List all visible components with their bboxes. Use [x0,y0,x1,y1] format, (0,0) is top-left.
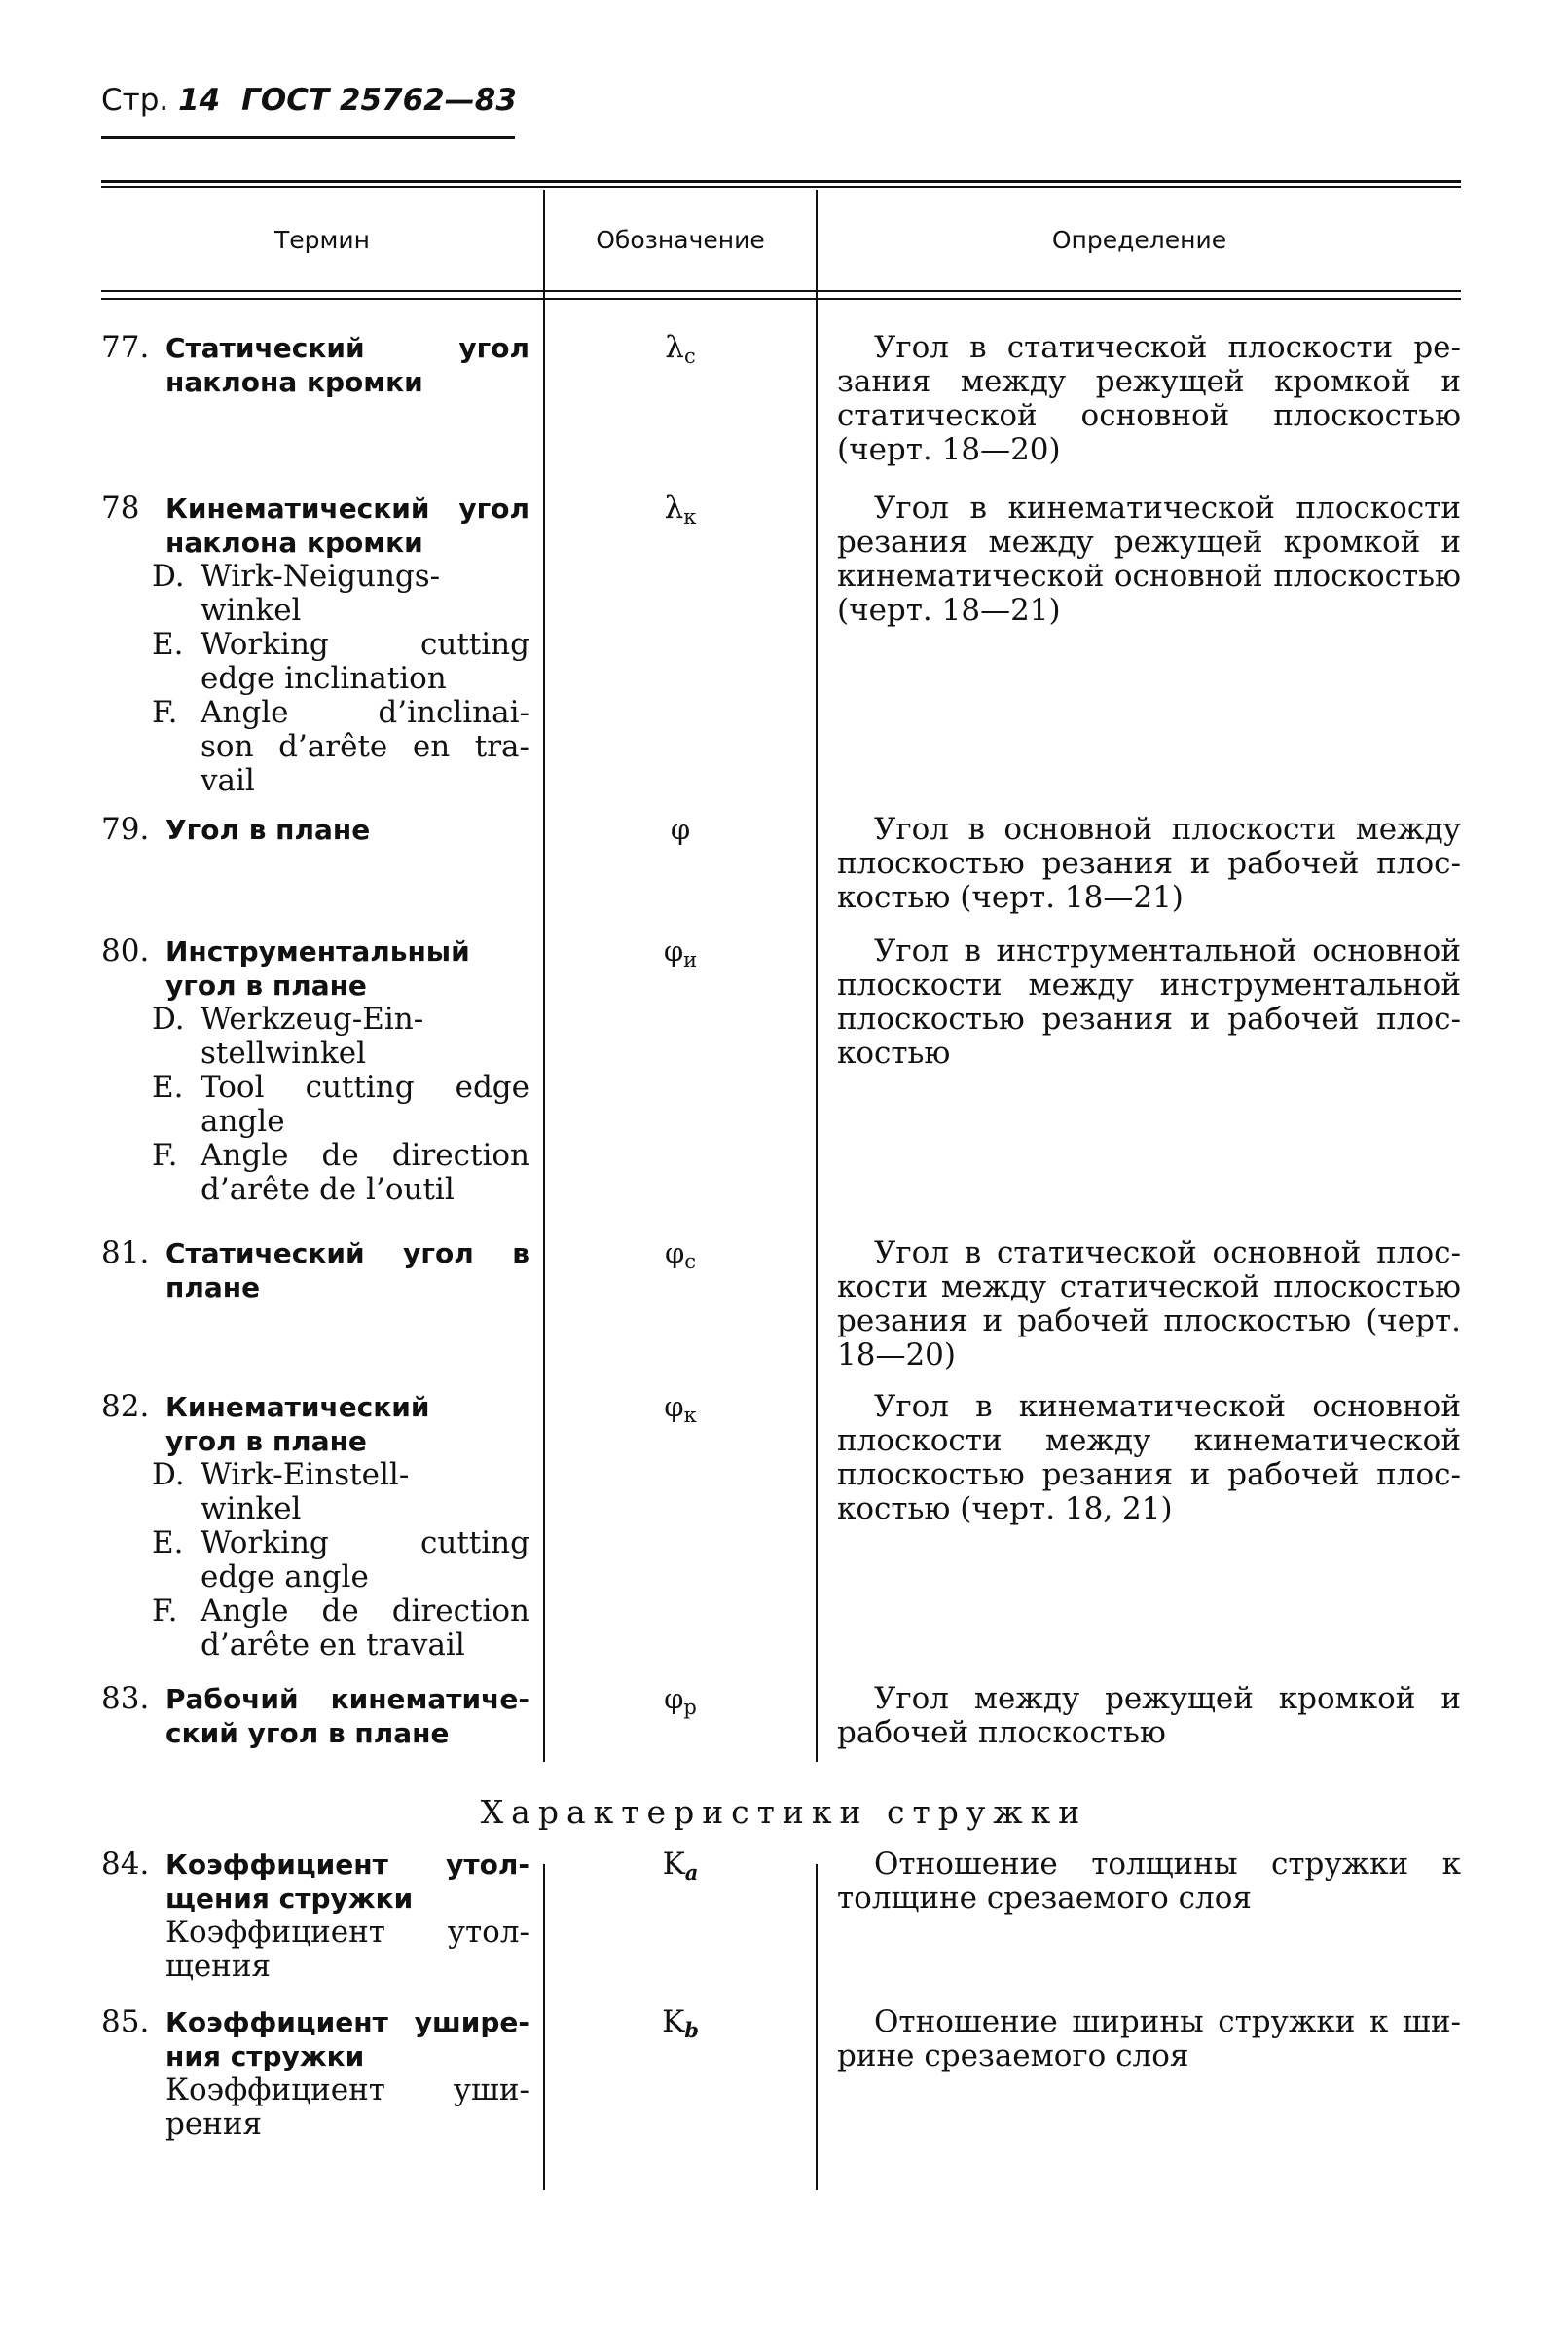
translation-text: winkel [201,593,302,628]
term-number: 78 [101,491,140,526]
translation-text: Angle de direction [201,1593,529,1629]
term-line [101,1270,529,1304]
term-synonym-text: щения [165,1949,272,1984]
translation-text: Working cutting [201,627,529,662]
definition-line: резания и рабочей плоскостью (черт. [837,1303,1461,1338]
term-translation [101,1629,529,1663]
term-translation [101,1492,529,1526]
term-line [101,1236,529,1270]
symbol-subscript: b [684,2018,699,2042]
page-label: Стр. [101,83,169,118]
term-line [101,526,529,560]
term-line [101,365,529,399]
term-synonym [101,2073,529,2107]
term-cell [101,2005,529,2142]
term-translation [101,1526,529,1560]
term-cell [101,1390,529,1663]
term-name: щения стружки [165,1883,414,1915]
symbol-base: φ [664,1236,685,1269]
column-header-symbol: Обозначение [596,226,765,254]
translation-language: E. [152,627,184,662]
term-number: 79. [101,812,150,847]
definition-line: зания между режущей кромкой и [837,364,1461,399]
definition-line: плоскостью резания и рабочей плос- [837,1457,1461,1492]
table-top-rule [101,180,1461,183]
term-number [101,1424,165,1458]
translation-text: stellwinkel [201,1036,367,1071]
translation-text: edge inclination [201,661,447,696]
term-name: Статический угол [165,332,529,364]
term-line [101,1882,529,1916]
symbol-base: K [662,2004,685,2039]
term-translation [101,1458,529,1492]
definition-cell [837,2005,1461,2073]
term-cell [101,813,529,847]
term-translation [101,628,529,662]
symbol-base: K [662,1847,685,1882]
term-number [101,2039,165,2073]
header-bottom-rule-thin [101,298,1461,300]
definition-line: резания между режущей кромкой и [837,525,1461,560]
term-number [101,969,165,1003]
page-header [101,83,517,118]
definition-cell [837,934,1461,1071]
translation-language [101,594,201,628]
term-translation [101,1560,529,1594]
translation-text: winkel [201,1491,302,1526]
translation-text: son d’arête en tra- [201,729,529,764]
term-name: Коэффициент ушире- [165,2006,529,2038]
symbol-subscript: с [683,345,696,368]
definition-line: рине срезаемого слоя [837,2038,1189,2073]
term-name: ский угол в плане [165,1717,450,1749]
translation-language [101,662,201,696]
definition-cell [837,1390,1461,1526]
standard-code: ГОСТ 25762—83 [241,83,517,118]
term-name: угол в плане [165,1425,367,1457]
symbol-cell [545,492,816,534]
definition-line: Угол в статической основной плос- [874,1235,1461,1270]
symbol-cell [545,2005,816,2047]
definition-line: Угол в основной плоскости между [874,812,1461,847]
translation-text: Wirk-Neigungs- [201,559,441,594]
term-line [101,1716,529,1750]
translation-language: D. [152,559,185,594]
term-synonym [101,1950,529,1984]
symbol-base: φ [670,813,691,846]
term-translation [101,1173,529,1207]
term-number: 80. [101,934,150,969]
definition-cell [837,1236,1461,1373]
term-translation [101,1105,529,1139]
term-synonym-text: рения [165,2106,263,2142]
term-line [101,331,529,365]
translation-language [101,1560,201,1594]
translation-text: Wirk-Einstell- [201,1457,410,1492]
column-divider-symbol [816,190,818,1762]
definition-line: 18—20) [837,1337,956,1373]
term-translation [101,730,529,764]
symbol-subscript: и [683,948,698,971]
symbol-cell [545,331,816,374]
translation-text: edge angle [201,1559,369,1594]
symbol-cell [545,1848,816,1889]
translation-text: Werkzeug-Ein- [201,1002,424,1037]
translation-text: angle [201,1104,285,1139]
term-cell [101,1236,529,1304]
term-cell [101,331,529,399]
term-translation [101,662,529,696]
term-name: плане [165,1271,261,1303]
definition-line: (черт. 18—20) [837,432,1061,467]
symbol-subscript: к [683,1404,697,1427]
definition-cell [837,813,1461,915]
symbol-cell [545,1390,816,1433]
symbol-base: λ [664,491,684,526]
term-number: 77. [101,330,150,365]
term-line [101,2039,529,2073]
column-header-term: Термин [274,226,370,254]
translation-text: vail [201,763,255,798]
term-cell [101,934,529,1207]
symbol-cell [545,934,816,977]
definition-cell [837,1682,1461,1750]
term-number [101,526,165,560]
term-line [101,1424,529,1458]
term-cell [101,492,529,798]
term-line [101,969,529,1003]
translation-language: F. [152,1138,178,1173]
translation-text: d’arête de l’outil [201,1172,455,1207]
term-name: ния стружки [165,2040,365,2072]
section-title: Характеристики стружки [480,1793,1088,1831]
symbol-base: λ [665,330,684,365]
page-number: 14 [178,83,221,118]
term-line [101,2005,529,2039]
definition-line: плоскостью резания и рабочей плос- [837,1002,1461,1037]
translation-text: Angle d’inclinai- [201,695,529,730]
term-number: 82. [101,1389,150,1424]
definition-line: кости между статической плоскостью [837,1269,1461,1304]
translation-language [101,1492,201,1526]
term-translation [101,764,529,798]
term-line [101,1390,529,1424]
definition-cell [837,1848,1461,1916]
term-name: Коэффициент утол- [165,1849,529,1881]
translation-language [101,1037,201,1071]
term-translation [101,1037,529,1071]
symbol-subscript: р [683,1696,697,1719]
definition-line: Угол между режущей кромкой и [874,1681,1461,1716]
definition-line: рабочей плоскостью [837,1715,1166,1750]
definition-line: плоскости между инструментальной [837,968,1461,1003]
translation-text: Tool cutting edge [201,1070,529,1105]
translation-language: D. [152,1457,185,1492]
term-translation [101,696,529,730]
symbol-subscript: с [684,1250,697,1273]
translation-language [101,764,201,798]
definition-cell [837,331,1461,467]
symbol-subscript: к [683,505,697,529]
table-top-rule-thin [101,186,1461,188]
term-name: Рабочий кинематиче- [165,1683,529,1715]
symbol-base: φ [664,1390,684,1423]
definition-line: Отношение ширины стружки к ши- [874,2004,1461,2039]
term-cell [101,1682,529,1750]
term-name: Кинематический [165,1391,430,1423]
term-translation [101,1594,529,1629]
column-divider-symbol-chip [816,1864,818,2190]
definition-line: костью (черт. 18, 21) [837,1491,1173,1526]
symbol-cell [545,1236,816,1279]
term-name: Статический угол в [165,1237,529,1269]
definition-line: статической основной плоскостью [837,398,1461,433]
term-number [101,365,165,399]
translation-language: E. [152,1525,184,1560]
translation-language: D. [152,1002,185,1037]
translation-language: E. [152,1070,184,1105]
translation-language: F. [152,1593,178,1629]
term-name: Инструментальный [165,935,470,968]
term-synonym-text: Коэффициент утол- [165,1915,529,1950]
definition-line: (черт. 18—21) [837,593,1061,628]
definition-cell [837,492,1461,628]
term-line [101,934,529,969]
translation-text: Working cutting [201,1525,529,1560]
term-synonym [101,1916,529,1950]
term-name: наклона кромки [165,366,423,398]
definition-line: плоскостью резания и рабочей плос- [837,846,1461,881]
term-translation [101,1071,529,1105]
term-number: 81. [101,1235,150,1270]
term-synonym [101,2107,529,2142]
definition-line: костью [837,1036,951,1071]
translation-language: F. [152,695,178,730]
term-translation [101,1003,529,1037]
header-rule [101,136,515,139]
translation-language [101,1173,201,1207]
term-translation [101,594,529,628]
definition-line: костью (черт. 18—21) [837,880,1184,915]
term-name: Угол в плане [165,814,371,846]
symbol-cell [545,1682,816,1725]
term-number [101,1882,165,1916]
term-line [101,1682,529,1716]
term-synonym-text: Коэффициент уши- [165,2072,529,2107]
term-line [101,813,529,847]
definition-line: кинематической основной плоскостью [837,559,1461,594]
definition-line: Угол в инструментальной основной [874,934,1461,969]
term-number: 84. [101,1847,150,1882]
symbol-base: φ [663,934,684,968]
translation-text: d’arête en travail [201,1628,465,1663]
symbol-cell [545,813,816,847]
term-number: 85. [101,2004,150,2039]
translation-text: Angle de direction [201,1138,529,1173]
term-name: угол в плане [165,970,367,1002]
definition-line: Отношение толщины стружки к [874,1847,1461,1882]
term-name: Кинематический угол [165,493,529,525]
term-line [101,1848,529,1882]
symbol-subscript: a [684,1860,699,1885]
term-name: наклона кромки [165,527,423,559]
definition-line: Угол в статической плоскости ре- [874,330,1461,365]
symbol-base: φ [664,1682,684,1715]
term-number: 83. [101,1681,150,1716]
definition-line: Угол в кинематической плоскости [874,491,1461,526]
definition-line: плоскости между кинематической [837,1423,1461,1458]
term-translation [101,1139,529,1173]
translation-language [101,1105,201,1139]
header-bottom-rule [101,290,1461,292]
translation-language [101,730,201,764]
column-header-definition: Определение [1051,226,1227,254]
term-cell [101,1848,529,1984]
term-translation [101,560,529,594]
definition-line: толщине срезаемого слоя [837,1881,1252,1916]
term-number [101,1270,165,1304]
translation-language [101,1629,201,1663]
definition-line: Угол в кинематической основной [874,1389,1461,1424]
term-number [101,1716,165,1750]
term-line [101,492,529,526]
